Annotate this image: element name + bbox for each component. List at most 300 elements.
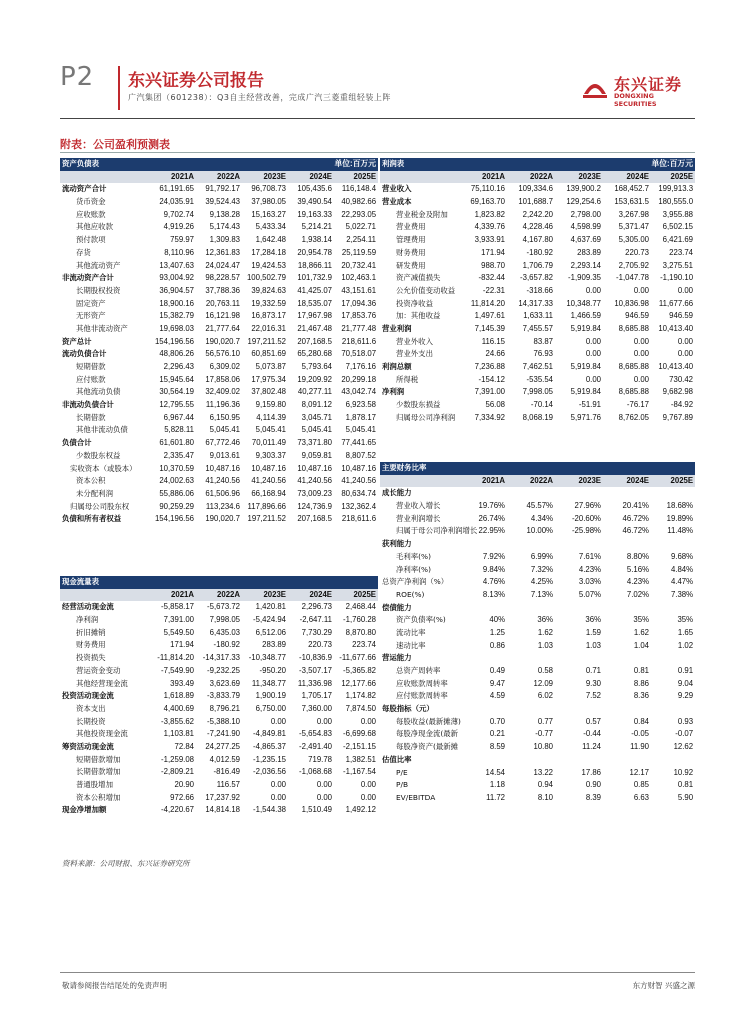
value-cell: 1.62 — [537, 627, 553, 637]
value-cell: -1,068.68 — [299, 767, 332, 777]
row-label: 营运资金变动 — [76, 665, 121, 675]
row-label: 速动比率 — [396, 640, 426, 650]
value-cell: -4,220.67 — [161, 805, 194, 815]
year-cell: 2022A — [507, 475, 555, 488]
value-cell — [462, 652, 507, 665]
value-cell: 43,042.74 — [341, 387, 377, 397]
value-cell: 17,975.34 — [251, 374, 286, 384]
table-row — [380, 209, 695, 222]
value-cell: 7,334.92 — [474, 412, 505, 422]
value-cell: 24,002.63 — [159, 476, 194, 486]
table-row — [60, 792, 378, 805]
value-cell: -0.07 — [675, 729, 694, 739]
value-cell: 6,421.69 — [662, 235, 694, 245]
row-label: 每股收益(最新摊薄) — [396, 716, 461, 726]
value-cell: 12,795.55 — [159, 400, 194, 410]
value-cell: 1.65 — [677, 627, 694, 637]
table-row — [60, 336, 378, 349]
value-cell: 24,035.91 — [159, 197, 194, 207]
value-cell: 0.00 — [360, 716, 376, 726]
table-row — [380, 386, 695, 399]
value-cell: -1,047.78 — [616, 273, 649, 283]
value-cell: 5,919.84 — [570, 362, 601, 371]
value-cell: 100,502.79 — [246, 273, 286, 283]
row-label: 归属于母公司净利润增长 — [396, 526, 478, 536]
table-row — [60, 450, 378, 463]
row-label: 净利率(%) — [396, 564, 431, 574]
row-label: 流动负债合计 — [62, 349, 107, 359]
table-row — [60, 690, 378, 703]
value-cell: 0.00 — [270, 780, 286, 789]
value-cell: 719.78 — [308, 754, 332, 764]
value-cell: 4.59 — [489, 691, 505, 701]
value-cell: 8,685.88 — [618, 387, 649, 397]
income-statement-table — [380, 158, 695, 424]
value-cell: 1.02 — [677, 640, 694, 650]
row-label: 获利能力 — [382, 539, 412, 549]
value-cell: 0.86 — [489, 640, 505, 650]
value-cell: 67,772.46 — [205, 438, 240, 448]
value-cell: 6,750.00 — [255, 703, 286, 713]
row-label: 营业利润 — [382, 323, 412, 333]
value-cell — [507, 703, 555, 716]
value-cell: 6,309.02 — [209, 362, 240, 371]
footer-disclaimer: 敬请参阅报告结尾处的免责声明 — [62, 981, 167, 990]
value-cell: 1.04 — [633, 640, 649, 650]
row-label: 财务费用 — [396, 247, 426, 257]
year-cell: 2023E — [555, 475, 603, 488]
year-cell: 2024E — [603, 475, 651, 488]
value-cell: 4,598.99 — [570, 222, 601, 232]
table-row — [60, 488, 378, 501]
row-label: 流动资产合计 — [62, 184, 107, 194]
value-cell: 16,121.98 — [205, 311, 240, 321]
table-row — [60, 601, 378, 614]
year-cell: 2024E — [288, 589, 334, 602]
value-cell: 9,702.74 — [163, 209, 194, 219]
value-cell: 8.86 — [633, 678, 649, 688]
value-cell: 5,919.84 — [570, 387, 601, 397]
value-cell: 9,682.98 — [662, 387, 694, 397]
value-cell: 1.03 — [585, 640, 601, 650]
row-label: 折旧摊销 — [76, 627, 106, 637]
value-cell: 171.94 — [481, 247, 505, 257]
value-cell: 11,814.20 — [470, 298, 505, 308]
year-cell: 2023E — [555, 171, 603, 184]
value-cell: 116.57 — [216, 780, 240, 789]
value-cell: 21,777.64 — [205, 323, 240, 333]
row-label: 成长能力 — [382, 488, 412, 498]
value-cell: 9.68% — [670, 551, 694, 561]
table-row — [60, 424, 378, 437]
value-cell: 0.00 — [316, 716, 332, 726]
value-cell — [462, 602, 507, 615]
value-cell: 283.89 — [577, 247, 601, 257]
year-cell: 2022A — [196, 589, 242, 602]
year-cell: 2025E — [334, 589, 378, 602]
value-cell: 7,455.57 — [522, 323, 553, 333]
value-cell: 1,497.61 — [474, 311, 505, 321]
table-row — [60, 374, 378, 387]
value-cell: 5,045.41 — [255, 425, 286, 435]
value-cell: 39,490.54 — [297, 197, 332, 207]
table-header-row — [60, 158, 378, 171]
year-cell: 2021A — [150, 171, 196, 184]
row-label: ROE(%) — [396, 589, 425, 599]
value-cell: 220.73 — [308, 640, 332, 650]
value-cell: -76.17 — [626, 400, 649, 410]
value-cell: 2,254.11 — [346, 235, 377, 245]
table-row — [380, 221, 695, 234]
year-label-blank — [60, 171, 150, 184]
value-cell: 0.00 — [585, 374, 601, 384]
value-cell: 35% — [633, 615, 649, 625]
value-cell: 60,851.69 — [251, 349, 286, 359]
value-cell: 8,110.96 — [164, 247, 194, 257]
table-row — [60, 804, 378, 817]
value-cell: 0.00 — [585, 285, 601, 295]
value-cell: -318.66 — [526, 285, 553, 295]
table-row — [60, 386, 378, 399]
value-cell: 93,004.92 — [159, 273, 194, 283]
value-cell: 8,685.88 — [618, 362, 649, 371]
value-cell: 180,555.0 — [658, 197, 694, 207]
row-label: 营业收入 — [382, 184, 412, 194]
value-cell: 16,873.17 — [251, 311, 286, 321]
value-cell: 17,853.76 — [341, 311, 377, 321]
value-cell: 46.72% — [622, 513, 649, 523]
value-cell: 0.71 — [585, 666, 601, 675]
value-cell: 153,631.5 — [614, 197, 649, 207]
table-row — [380, 665, 695, 678]
value-cell: 1,900.19 — [255, 691, 286, 701]
row-label: 应收账款 — [76, 209, 106, 219]
table-unit: 单位:百万元 — [242, 158, 378, 171]
value-cell: 20.41% — [622, 501, 649, 511]
value-cell: -5,424.94 — [253, 615, 286, 625]
value-cell: 7,391.00 — [163, 615, 194, 625]
value-cell: -3,855.62 — [161, 716, 194, 726]
value-cell: 0.00 — [677, 285, 694, 295]
row-label: 偿债能力 — [382, 602, 412, 612]
value-cell: 11.48% — [667, 526, 694, 536]
row-label: 利润总额 — [382, 362, 412, 371]
row-label: 应付账款 — [76, 374, 106, 384]
table-row — [60, 298, 378, 311]
value-cell: 9.84% — [482, 564, 505, 574]
value-cell: 8.13% — [482, 589, 505, 599]
value-cell: 207,168.5 — [297, 514, 332, 524]
value-cell: 18.68% — [666, 501, 694, 511]
value-cell — [462, 703, 507, 716]
value-cell: -154.12 — [478, 374, 505, 384]
value-cell: 7,730.29 — [301, 627, 332, 637]
value-cell: 12.09 — [533, 678, 553, 688]
value-cell: -1,190.10 — [660, 273, 694, 283]
value-cell: 37,802.48 — [251, 387, 286, 397]
value-cell: -14,317.33 — [202, 653, 240, 663]
value-cell: 8.10 — [537, 792, 553, 802]
table-row — [380, 247, 695, 260]
value-cell — [462, 538, 507, 551]
table-row — [380, 589, 695, 602]
value-cell: 1,938.14 — [301, 235, 332, 245]
value-cell: 14,317.33 — [518, 298, 553, 308]
value-cell: 4,012.59 — [209, 754, 240, 764]
value-cell: 0.00 — [316, 792, 332, 802]
value-cell: 730.42 — [669, 374, 694, 384]
value-cell: 17,284.18 — [251, 247, 286, 257]
table-row — [380, 374, 695, 387]
value-cell: 37,788.36 — [205, 285, 240, 295]
value-cell: 5.07% — [578, 589, 601, 599]
value-cell: 20,763.11 — [205, 298, 240, 308]
table-row — [60, 665, 378, 678]
value-cell: -1,544.38 — [253, 805, 286, 815]
value-cell: 6,967.44 — [163, 412, 194, 422]
footer-rule — [60, 972, 695, 973]
value-cell: 0.57 — [585, 716, 601, 726]
value-cell: 17,237.92 — [205, 792, 240, 802]
year-cell: 2025E — [651, 171, 695, 184]
value-cell: 11.24 — [582, 742, 601, 752]
value-cell: 1,420.81 — [255, 602, 286, 612]
table-row — [380, 412, 695, 425]
row-label: 货币资金 — [76, 197, 106, 207]
value-cell: 91,792.17 — [205, 184, 240, 194]
value-cell: 15,945.64 — [159, 374, 194, 384]
year-cell: 2025E — [334, 171, 378, 184]
value-cell: 66,168.94 — [251, 488, 286, 498]
year-cell: 2024E — [288, 171, 334, 184]
value-cell: 3,955.88 — [662, 209, 694, 219]
value-cell: 1,309.83 — [209, 235, 240, 245]
table-row — [380, 361, 695, 374]
row-label: 净利润 — [382, 387, 405, 397]
value-cell: 6,923.58 — [345, 400, 377, 410]
value-cell: 27.96% — [574, 501, 601, 511]
empty-cell — [150, 158, 196, 171]
row-label: 少数股东权益 — [76, 450, 121, 460]
empty-cell — [507, 158, 555, 171]
row-label: 负债和所有者权益 — [62, 514, 122, 524]
row-label: 存货 — [76, 247, 91, 257]
value-cell: 0.00 — [677, 349, 694, 359]
value-cell: 2,705.92 — [618, 260, 649, 270]
year-cell: 2022A — [196, 171, 242, 184]
value-cell: 6,435.03 — [209, 627, 240, 637]
value-cell: 20.90 — [174, 780, 194, 789]
value-cell: 220.73 — [625, 247, 649, 257]
row-label: 其他流动负债 — [76, 387, 121, 397]
value-cell: 9,159.80 — [255, 400, 286, 410]
value-cell: -5,388.10 — [207, 716, 240, 726]
value-cell: 7.13% — [530, 589, 553, 599]
value-cell: 7,462.51 — [522, 362, 553, 371]
row-label: 预付款项 — [76, 235, 106, 245]
table-row — [380, 399, 695, 412]
value-cell: 10,413.40 — [658, 323, 694, 333]
year-header-row — [380, 171, 695, 184]
table-row — [380, 652, 695, 665]
year-header-row — [60, 171, 378, 184]
value-cell: 2,293.14 — [570, 260, 601, 270]
value-cell — [555, 652, 603, 665]
value-cell: 11,677.66 — [658, 298, 694, 308]
value-cell: 61,601.80 — [159, 438, 194, 448]
value-cell: 61,506.96 — [205, 488, 240, 498]
table-title: 资产负债表 — [60, 158, 150, 171]
value-cell: -2,491.40 — [299, 741, 332, 751]
value-cell: 39,824.63 — [251, 285, 286, 295]
value-cell: 0.00 — [360, 780, 376, 789]
year-cell: 2023E — [242, 589, 288, 602]
table-row — [380, 728, 695, 741]
value-cell: 116,148.4 — [341, 184, 377, 194]
value-cell: 4.76% — [482, 577, 505, 587]
value-cell: 7.38% — [670, 589, 694, 599]
value-cell: 3,045.71 — [301, 412, 332, 422]
table-row — [60, 716, 378, 729]
table-row — [60, 272, 378, 285]
value-cell — [555, 602, 603, 615]
value-cell: 759.97 — [170, 235, 194, 245]
value-cell: 7,998.05 — [522, 387, 553, 397]
value-cell: -535.54 — [526, 374, 553, 384]
value-cell: 40,277.11 — [297, 387, 332, 397]
value-cell: 7,176.16 — [345, 362, 377, 371]
row-label: 营运能力 — [382, 653, 412, 663]
value-cell: 2,242.20 — [522, 209, 553, 219]
value-cell: 10.92 — [673, 767, 694, 777]
value-cell: 22.95% — [478, 526, 505, 536]
value-cell — [603, 487, 651, 500]
value-cell — [555, 487, 603, 500]
value-cell: -25.98% — [571, 526, 601, 536]
row-label: 应收账款周转率 — [396, 678, 448, 688]
value-cell: 8,068.19 — [522, 412, 553, 422]
value-cell — [651, 652, 695, 665]
value-cell: 190,020.7 — [205, 336, 240, 346]
value-cell: 24.66 — [485, 349, 505, 359]
table-row — [60, 463, 378, 476]
value-cell: -2,809.21 — [161, 767, 194, 777]
value-cell: 3,933.91 — [474, 235, 505, 245]
value-cell: 1,466.59 — [570, 311, 601, 321]
value-cell: -6,699.68 — [343, 729, 376, 739]
empty-cell — [196, 158, 242, 171]
cash-flow-table — [60, 576, 378, 817]
row-label: P/B — [396, 780, 409, 790]
value-cell: -3,833.79 — [207, 691, 240, 701]
value-cell: 36% — [537, 615, 553, 625]
row-label: 估值比率 — [382, 754, 412, 764]
row-label: 投资净收益 — [396, 298, 433, 308]
value-cell: 132,362.4 — [341, 501, 377, 511]
row-label: 经营活动现金流 — [62, 602, 114, 612]
row-label: 流动比率 — [396, 627, 426, 637]
value-cell: 1.59 — [585, 627, 601, 637]
value-cell: 2,468.44 — [345, 602, 376, 612]
value-cell: 22,016.31 — [251, 323, 286, 333]
value-cell: 4,228.46 — [522, 222, 553, 232]
value-cell: 32,409.02 — [205, 387, 240, 397]
value-cell: 2,798.00 — [570, 209, 601, 219]
value-cell: 19.89% — [666, 513, 694, 523]
value-cell: 4.34% — [530, 513, 553, 523]
value-cell — [462, 487, 507, 500]
value-cell: 7,360.00 — [301, 703, 332, 713]
value-cell: 20,732.41 — [341, 260, 377, 270]
value-cell: -1,760.28 — [343, 615, 376, 625]
value-cell: 972.66 — [170, 792, 194, 802]
value-cell: 5,073.87 — [255, 362, 286, 371]
value-cell: 46.72% — [622, 526, 649, 536]
row-label: 每股净现金流(最新 — [396, 729, 459, 739]
value-cell — [603, 538, 651, 551]
value-cell: 0.91 — [677, 666, 694, 675]
value-cell: 4.84% — [670, 564, 694, 574]
table-row — [380, 323, 695, 336]
value-cell: -10,836.9 — [299, 653, 332, 663]
row-label: 普通股增加 — [76, 780, 113, 789]
value-cell: 113,234.6 — [205, 501, 240, 511]
value-cell: 207,168.5 — [297, 336, 332, 346]
value-cell: 19,163.33 — [297, 209, 332, 219]
value-cell: 8.59 — [489, 742, 505, 752]
table-header-row — [60, 576, 378, 589]
value-cell: 1,510.49 — [301, 805, 332, 815]
value-cell: 4.47% — [670, 577, 694, 587]
value-cell — [651, 602, 695, 615]
table-row — [380, 767, 695, 780]
value-cell: 3,623.69 — [209, 678, 240, 688]
value-cell: 5,045.41 — [209, 425, 240, 435]
value-cell: 13,407.63 — [159, 260, 194, 270]
value-cell: 223.74 — [669, 247, 694, 257]
row-label: EV/EBITDA — [396, 792, 436, 802]
year-label-blank — [60, 589, 150, 602]
table-title: 主要财务比率 — [380, 462, 695, 475]
value-cell: 0.00 — [633, 336, 649, 346]
value-cell: 10,487.16 — [297, 463, 332, 473]
table-row — [380, 741, 695, 754]
table-row — [380, 272, 695, 285]
row-label: 短期借款增加 — [76, 754, 121, 764]
table-row — [380, 538, 695, 551]
row-label: 长期投资 — [76, 716, 106, 726]
logo-mark-icon — [580, 72, 610, 102]
row-label: 营业利润增长 — [396, 513, 441, 523]
table-row — [60, 234, 378, 247]
table-row — [380, 183, 695, 196]
table-row — [380, 564, 695, 577]
table-row — [380, 779, 695, 792]
table-row — [60, 285, 378, 298]
value-cell: 1,823.82 — [474, 209, 505, 219]
value-cell: 5,174.43 — [209, 222, 240, 232]
value-cell: 10,487.16 — [341, 463, 377, 473]
value-cell — [507, 754, 555, 767]
row-label: 总资产周转率 — [396, 666, 441, 675]
value-cell: 4,919.26 — [163, 222, 194, 232]
value-cell: 40% — [489, 615, 505, 625]
value-cell: 12,361.83 — [205, 247, 240, 257]
value-cell: -950.20 — [259, 665, 286, 675]
table-row — [380, 627, 695, 640]
value-cell: 41,240.56 — [205, 476, 240, 486]
year-label-blank — [380, 475, 462, 488]
